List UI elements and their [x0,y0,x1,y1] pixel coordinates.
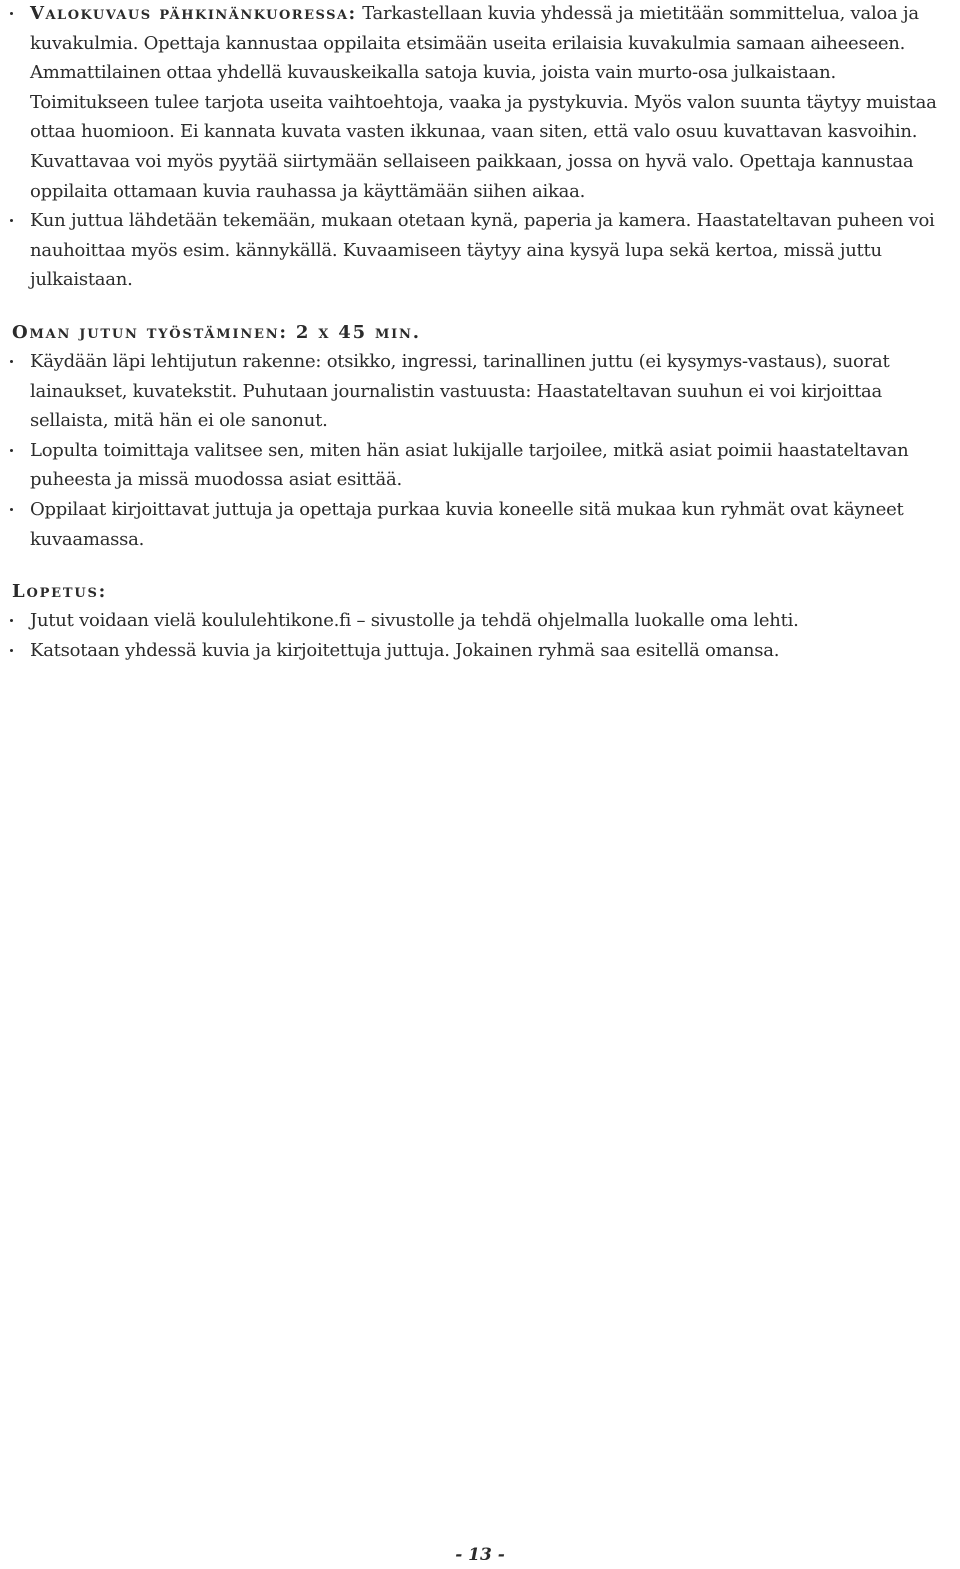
section-own-story-list [12,347,958,554]
bullet-icon [10,619,13,622]
item-text: Lopulta toimittaja valitsee sen, miten hän asiat lukijalle tarjoilee, mitkä asiat poimii haastateltavan puheesta ja missä muodossa asiat esittää. [30,439,909,491]
page-number: - 13 - [455,1545,505,1565]
list-item [12,636,958,666]
bullet-icon [10,360,13,363]
item-text: Kun juttua lähdetään tekemään, mukaan otetaan kynä, paperia ja kamera. Haastateltavan puheen voi nauhoittaa myös esim. kännykällä. Kuvaamiseen täytyy aina kysyä lupa sekä kertoa, missä juttu julkaistaan. [30,210,935,291]
item-text: Tarkastellaan kuvia yhdessä ja mietitään sommittelua, valoa ja kuvakulmia. Opettaja kannustaa oppilaita etsimään useita erilaisia kuvakulmia samaan aiheeseen. Ammattilainen ottaa yhdellä kuvauskeikalla satoja kuvia, joista vain murto-osa julkaistaan. Toimitukseen tulee tarjota useita vaihtoehtoja, vaaka ja pystykuvia. Myös valon suunta täytyy muistaa ottaa huomioon. Ei kannata kuvata vasten ikkunaa, vaan siten, että valo osuu kuvattavan kasvoihin. Kuvattavaa voi myös pyytää siirtymään sellaiseen paikkaan, jossa on hyvä valo. Opettaja kannustaa oppilaita ottamaan kuvia rauhassa ja käyttämään siihen aikaa. [30,3,937,202]
item-text: Käydään läpi lehtijutun rakenne: otsikko, ingressi, tarinallinen juttu (ei kysymys-vastaus), suorat lainaukset, kuvatekstit. Puhutaan journalistin vastuusta: Haastateltavan suuhun ei voi kirjoittaa sellaista, mitä hän ei ole sanonut. [30,350,890,432]
bullet-icon [10,449,13,452]
bullet-icon [10,649,13,652]
list-item [12,436,958,495]
item-text: Katsotaan yhdessä kuvia ja kirjoitettuja juttuja. Jokainen ryhmä saa esitellä omansa. [30,639,780,661]
section-intro-list [12,0,958,295]
item-text: Oppilaat kirjoittavat juttuja ja opettaja purkaa kuvia koneelle sitä mukaa kun ryhmät ovat käyneet kuvaamassa. [30,498,904,550]
list-item [12,0,958,206]
section-heading: Lopetus: [12,581,108,603]
list-item [12,495,958,554]
item-text: Jutut voidaan vielä koululehtikone.fi – sivustolle ja tehdä ohjelmalla luokalle oma lehti. [30,610,799,632]
section-heading: Oman jutun työstäminen: 2 x 45 min. [12,321,421,343]
section-own-story [12,321,958,554]
bullet-icon [10,219,13,222]
bullet-icon [10,508,13,511]
page-content [12,0,958,665]
list-item [12,206,958,295]
bullet-icon [10,12,13,15]
list-item [12,347,958,436]
list-item [12,606,958,636]
item-lead-heading: Valokuvaus pähkinänkuoressa: [30,3,357,24]
section-closing-list [12,606,958,665]
section-closing [12,580,958,665]
